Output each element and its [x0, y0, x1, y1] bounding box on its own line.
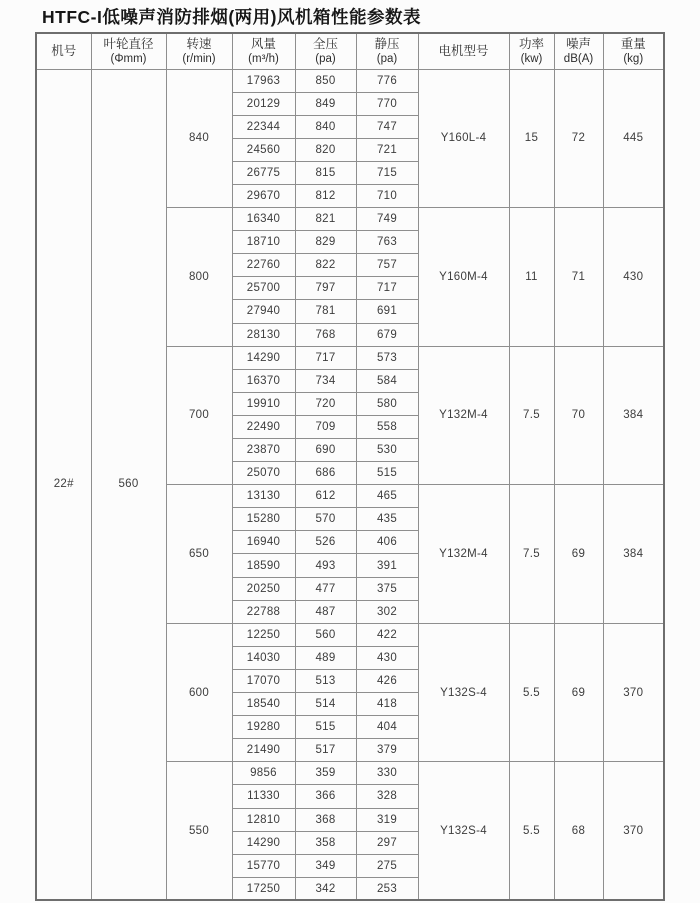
total-pressure-cell: 359 [295, 762, 356, 785]
table-row [36, 69, 664, 92]
total-pressure-cell: 366 [295, 785, 356, 808]
weight-cell: 384 [603, 346, 664, 485]
total-pressure-cell: 821 [295, 208, 356, 231]
air-volume-cell: 14290 [232, 346, 295, 369]
noise-cell: 68 [554, 762, 603, 901]
total-pressure-cell: 849 [295, 92, 356, 115]
total-pressure-cell: 560 [295, 623, 356, 646]
static-pressure-cell: 717 [356, 277, 418, 300]
static-pressure-cell: 465 [356, 485, 418, 508]
static-pressure-cell: 253 [356, 877, 418, 900]
static-pressure-cell: 530 [356, 439, 418, 462]
air-volume-cell: 17070 [232, 669, 295, 692]
total-pressure-cell: 781 [295, 300, 356, 323]
speed-cell: 840 [166, 69, 232, 208]
static-pressure-cell: 330 [356, 762, 418, 785]
static-pressure-cell: 275 [356, 854, 418, 877]
total-pressure-cell: 686 [295, 462, 356, 485]
air-volume-cell: 17963 [232, 69, 295, 92]
air-volume-cell: 22344 [232, 115, 295, 138]
total-pressure-cell: 513 [295, 669, 356, 692]
air-volume-cell: 9856 [232, 762, 295, 785]
weight-cell: 384 [603, 485, 664, 624]
air-volume-cell: 22788 [232, 600, 295, 623]
static-pressure-cell: 580 [356, 392, 418, 415]
air-volume-cell: 21490 [232, 739, 295, 762]
static-pressure-cell: 418 [356, 693, 418, 716]
air-volume-cell: 17250 [232, 877, 295, 900]
static-pressure-cell: 515 [356, 462, 418, 485]
static-pressure-cell: 406 [356, 531, 418, 554]
air-volume-cell: 13130 [232, 485, 295, 508]
static-pressure-cell: 710 [356, 184, 418, 207]
air-volume-cell: 12250 [232, 623, 295, 646]
air-volume-cell: 20250 [232, 577, 295, 600]
total-pressure-cell: 720 [295, 392, 356, 415]
air-volume-cell: 24560 [232, 138, 295, 161]
header-speed [166, 33, 232, 69]
total-pressure-cell: 812 [295, 184, 356, 207]
static-pressure-cell: 430 [356, 646, 418, 669]
total-pressure-cell: 822 [295, 254, 356, 277]
air-volume-cell: 14290 [232, 831, 295, 854]
total-pressure-cell: 358 [295, 831, 356, 854]
header-unit: (kg) [623, 52, 644, 65]
performance-table [35, 32, 665, 901]
speed-cell: 700 [166, 346, 232, 485]
header-air-volume [232, 33, 295, 69]
static-pressure-cell: 749 [356, 208, 418, 231]
total-pressure-cell: 493 [295, 554, 356, 577]
total-pressure-cell: 526 [295, 531, 356, 554]
noise-cell: 72 [554, 69, 603, 208]
static-pressure-cell: 679 [356, 323, 418, 346]
weight-cell: 445 [603, 69, 664, 208]
total-pressure-cell: 368 [295, 808, 356, 831]
total-pressure-cell: 349 [295, 854, 356, 877]
total-pressure-cell: 768 [295, 323, 356, 346]
air-volume-cell: 19280 [232, 716, 295, 739]
header-label: 重量 [620, 36, 646, 51]
header-label: 全压 [312, 36, 338, 51]
static-pressure-cell: 422 [356, 623, 418, 646]
air-volume-cell: 14030 [232, 646, 295, 669]
header-label: 转速 [186, 36, 212, 51]
air-volume-cell: 18710 [232, 231, 295, 254]
total-pressure-cell: 734 [295, 369, 356, 392]
header-power [509, 33, 554, 69]
air-volume-cell: 22490 [232, 415, 295, 438]
header-label: 功率 [518, 36, 544, 51]
page-title: HTFC-I低噪声消防排烟(两用)风机箱性能参数表 [42, 7, 421, 27]
static-pressure-cell: 297 [356, 831, 418, 854]
speed-cell: 550 [166, 762, 232, 901]
header-machine-no [36, 33, 91, 69]
static-pressure-cell: 302 [356, 600, 418, 623]
total-pressure-cell: 570 [295, 508, 356, 531]
weight-cell: 430 [603, 208, 664, 347]
static-pressure-cell: 776 [356, 69, 418, 92]
power-cell: 7.5 [509, 485, 554, 624]
static-pressure-cell: 404 [356, 716, 418, 739]
total-pressure-cell: 515 [295, 716, 356, 739]
noise-cell: 70 [554, 346, 603, 485]
speed-cell: 650 [166, 485, 232, 624]
header-weight [603, 33, 664, 69]
total-pressure-cell: 840 [295, 115, 356, 138]
header-label: 机号 [51, 44, 77, 59]
static-pressure-cell: 319 [356, 808, 418, 831]
static-pressure-cell: 584 [356, 369, 418, 392]
power-cell: 7.5 [509, 346, 554, 485]
header-unit: (m³/h) [248, 52, 279, 65]
static-pressure-cell: 721 [356, 138, 418, 161]
power-cell: 5.5 [509, 623, 554, 762]
power-cell: 15 [509, 69, 554, 208]
air-volume-cell: 27940 [232, 300, 295, 323]
header-noise [554, 33, 603, 69]
static-pressure-cell: 757 [356, 254, 418, 277]
total-pressure-cell: 342 [295, 877, 356, 900]
static-pressure-cell: 558 [356, 415, 418, 438]
static-pressure-cell: 375 [356, 577, 418, 600]
table-header [36, 33, 664, 69]
motor-model-cell: Y132S-4 [418, 623, 509, 762]
total-pressure-cell: 717 [295, 346, 356, 369]
static-pressure-cell: 770 [356, 92, 418, 115]
air-volume-cell: 15280 [232, 508, 295, 531]
header-impeller-diameter [91, 33, 166, 69]
static-pressure-cell: 691 [356, 300, 418, 323]
static-pressure-cell: 715 [356, 161, 418, 184]
weight-cell: 370 [603, 762, 664, 901]
air-volume-cell: 16370 [232, 369, 295, 392]
machine-no-cell: 22# [36, 69, 91, 900]
power-cell: 5.5 [509, 762, 554, 901]
table-body [36, 69, 664, 900]
total-pressure-cell: 489 [295, 646, 356, 669]
header-label: 静压 [374, 36, 400, 51]
total-pressure-cell: 850 [295, 69, 356, 92]
static-pressure-cell: 328 [356, 785, 418, 808]
speed-cell: 800 [166, 208, 232, 347]
total-pressure-cell: 815 [295, 161, 356, 184]
air-volume-cell: 25070 [232, 462, 295, 485]
motor-model-cell: Y160M-4 [418, 208, 509, 347]
header-unit: (r/min) [182, 52, 216, 65]
impeller-diameter-cell: 560 [91, 69, 166, 900]
motor-model-cell: Y132M-4 [418, 346, 509, 485]
static-pressure-cell: 435 [356, 508, 418, 531]
air-volume-cell: 28130 [232, 323, 295, 346]
header-label: 噪声 [565, 36, 591, 51]
air-volume-cell: 19910 [232, 392, 295, 415]
noise-cell: 71 [554, 208, 603, 347]
total-pressure-cell: 487 [295, 600, 356, 623]
header-motor-model [418, 33, 509, 69]
air-volume-cell: 16340 [232, 208, 295, 231]
total-pressure-cell: 514 [295, 693, 356, 716]
air-volume-cell: 20129 [232, 92, 295, 115]
header-row [36, 33, 664, 69]
static-pressure-cell: 573 [356, 346, 418, 369]
static-pressure-cell: 747 [356, 115, 418, 138]
header-unit: (pa) [315, 52, 336, 65]
air-volume-cell: 23870 [232, 439, 295, 462]
motor-model-cell: Y132M-4 [418, 485, 509, 624]
total-pressure-cell: 820 [295, 138, 356, 161]
noise-cell: 69 [554, 485, 603, 624]
total-pressure-cell: 612 [295, 485, 356, 508]
header-static-pressure [356, 33, 418, 69]
total-pressure-cell: 797 [295, 277, 356, 300]
header-label: 风量 [250, 36, 276, 51]
motor-model-cell: Y160L-4 [418, 69, 509, 208]
static-pressure-cell: 763 [356, 231, 418, 254]
total-pressure-cell: 709 [295, 415, 356, 438]
total-pressure-cell: 517 [295, 739, 356, 762]
air-volume-cell: 12810 [232, 808, 295, 831]
air-volume-cell: 18590 [232, 554, 295, 577]
header-label: 叶轮直径 [103, 36, 154, 51]
motor-model-cell: Y132S-4 [418, 762, 509, 901]
noise-cell: 69 [554, 623, 603, 762]
air-volume-cell: 26775 [232, 161, 295, 184]
air-volume-cell: 18540 [232, 693, 295, 716]
air-volume-cell: 25700 [232, 277, 295, 300]
header-unit: (kw) [520, 52, 543, 65]
header-label: 电机型号 [438, 44, 489, 59]
header-unit: (pa) [376, 52, 398, 65]
static-pressure-cell: 426 [356, 669, 418, 692]
air-volume-cell: 29670 [232, 184, 295, 207]
total-pressure-cell: 477 [295, 577, 356, 600]
total-pressure-cell: 829 [295, 231, 356, 254]
header-unit: (Φmm) [110, 52, 147, 65]
header-unit: dB(A) [563, 52, 594, 65]
air-volume-cell: 22760 [232, 254, 295, 277]
power-cell: 11 [509, 208, 554, 347]
air-volume-cell: 11330 [232, 785, 295, 808]
total-pressure-cell: 690 [295, 439, 356, 462]
air-volume-cell: 16940 [232, 531, 295, 554]
static-pressure-cell: 379 [356, 739, 418, 762]
static-pressure-cell: 391 [356, 554, 418, 577]
air-volume-cell: 15770 [232, 854, 295, 877]
header-total-pressure [295, 33, 356, 69]
speed-cell: 600 [166, 623, 232, 762]
weight-cell: 370 [603, 623, 664, 762]
